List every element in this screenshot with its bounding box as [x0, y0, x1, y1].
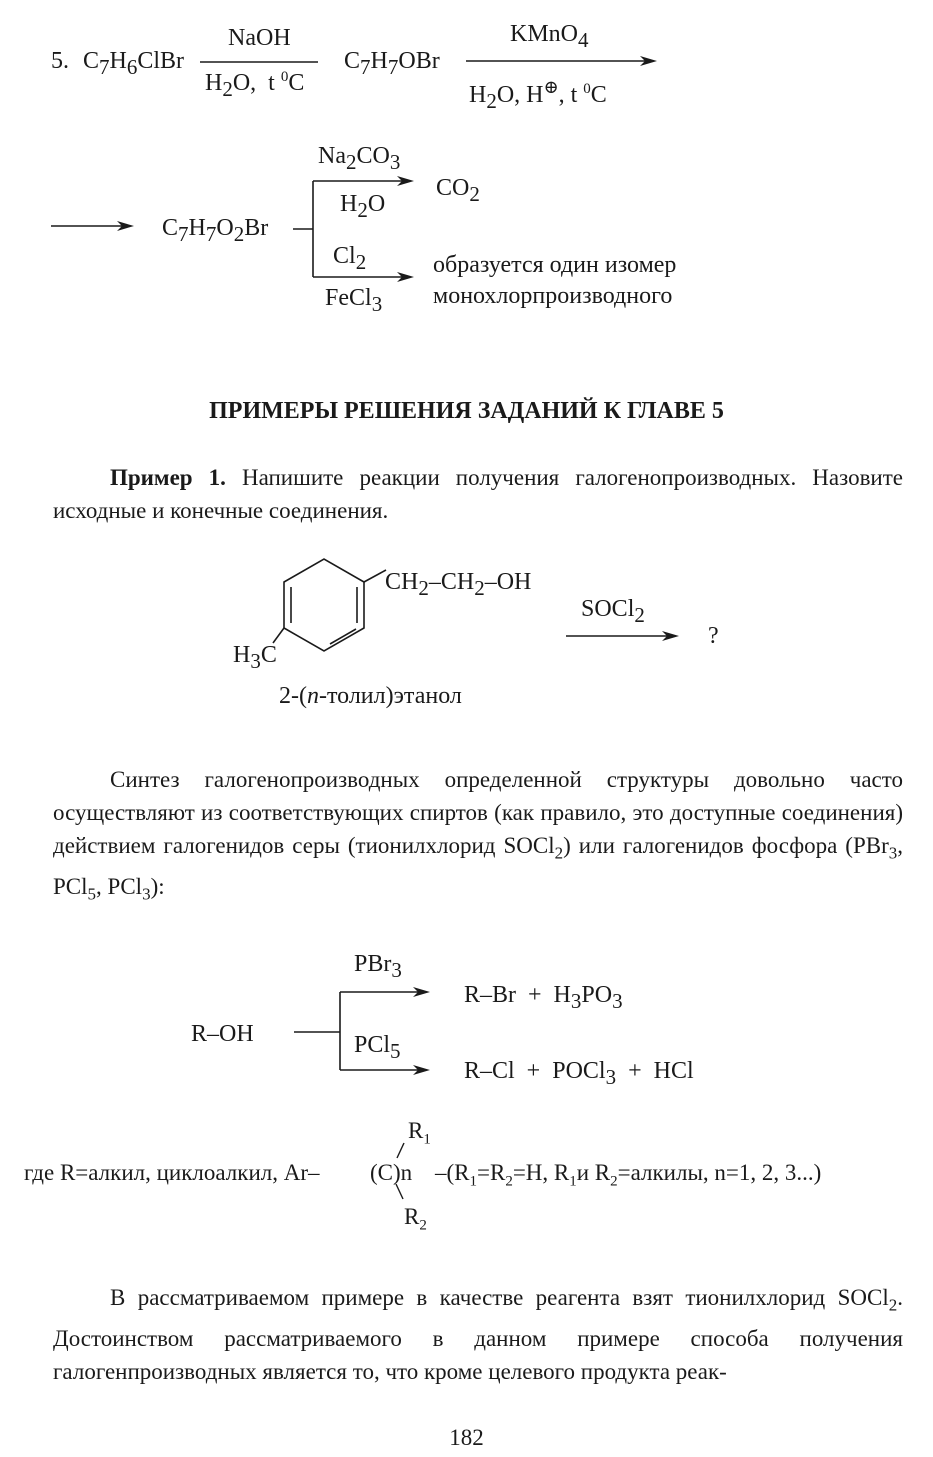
- side-chain-ch2ch2oh: $CH_2-CH_2-OH$: [385, 569, 532, 600]
- compound-c7h6clbr: $C_7H_6ClBr$: [83, 48, 185, 79]
- example-1-text: Напишите реакции получения галогенопроизводных. Назовите исходные и конечные соединения.: [53, 465, 904, 523]
- definition-prefix: где R=алкил, циклоалкил, Ar–: [24, 1160, 320, 1185]
- result-text-line-1: образуется один изомер: [433, 252, 677, 278]
- reagent-kmno4: KMnO$_4$: [510, 21, 589, 52]
- conditions-water-heat: $H_2O$, t $^0$C: [205, 69, 305, 101]
- paragraph-synthesis: Синтез галогенопроизводных определенной структуры довольно часто осуществляют из соответствующих спиртов (как правило, это доступные соединения) действием галогенидов серы (тионилхлорид SOCl$_2$) или галогенидов фосфора (PBr$_3$, PCl$_5$, PCl$_3$):: [53, 767, 904, 904]
- products-chlorination: R–Cl + POCl$_3$ + HCl: [464, 1058, 694, 1089]
- reagent-cl2: $Cl_2$: [333, 243, 367, 274]
- compound-c7h7obr: $C_7H_7OBr$: [344, 48, 440, 79]
- reagent-naoh: NaOH: [228, 25, 291, 51]
- section-heading: ПРИМЕРЫ РЕШЕНИЯ ЗАДАНИЙ К ГЛАВЕ 5: [209, 398, 724, 424]
- result-text-line-2: монохлорпроизводного: [433, 283, 673, 309]
- products-bromination: $R-Br + H_3PO_3$: [464, 982, 623, 1013]
- repeating-unit: (C)n: [370, 1160, 413, 1185]
- definition-suffix: $-(R_1=R_2=H$, $R_1и$ $R_2=алкилы$, n=1, 2, 3...): [435, 1160, 822, 1190]
- reactant-roh: R–OH: [191, 1021, 254, 1047]
- reagent-socl2: SOCl$_2$: [581, 596, 645, 627]
- unknown-product: ?: [708, 623, 719, 649]
- reagent-pbr3: PBr$_3$: [354, 951, 402, 982]
- reagent-water: $H_2O$: [340, 191, 386, 222]
- product-co2: $CO_2$: [436, 175, 480, 206]
- substituent-r1: $R_1$: [408, 1118, 431, 1148]
- paragraph-advantage: В рассматриваемом примере в качестве реагента взят тионилхлорид SOCl$_2$. Достоинством рассматриваемого в данном примере способа получения галогенпроизводных является то, что кроме целевого продукта реак-: [53, 1285, 903, 1384]
- step-number: 5.: [51, 48, 69, 74]
- page-number: 182: [449, 1425, 484, 1450]
- substituent-r2: $R_2$: [404, 1204, 427, 1234]
- example-label: Пример 1.: [110, 465, 226, 490]
- reagent-na2co3: $Na_2CO_3$: [318, 143, 401, 174]
- compound-c7h7o2br: $C_7H_7O_2Br$: [162, 215, 269, 246]
- methyl-group: $H_3C$: [233, 642, 277, 673]
- conditions-acid-heat: $H_2O$, H⊕, t $^0$C: [469, 77, 607, 113]
- catalyst-fecl3: FeCl$_3$: [325, 285, 383, 316]
- reagent-pcl5: PCl$_5$: [354, 1032, 401, 1063]
- compound-name: 2-(п-толил)этанол: [279, 683, 462, 709]
